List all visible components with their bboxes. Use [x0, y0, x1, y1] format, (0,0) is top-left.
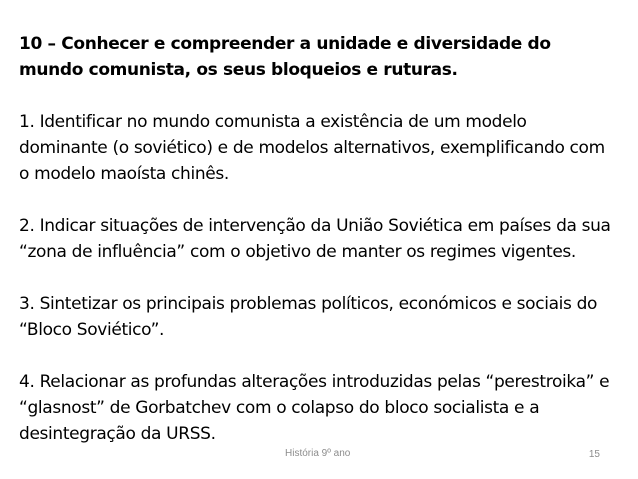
page-number: 15 — [588, 449, 600, 460]
objective-item-3: 3. Sintetizar os principais problemas políticos, económicos e sociais do “Bloco Soviético”. — [19, 294, 598, 340]
slide-heading: 10 – Conhecer e compreender a unidade e diversidade do mundo comunista, os seus bloqueios e ruturas. — [19, 34, 551, 80]
objective-item-2: 2. Indicar situações de intervenção da União Soviética em países da sua “zona de influência” com o objetivo de manter os regimes vigentes. — [19, 216, 611, 262]
objective-item-1: 1. Identificar no mundo comunista a existência de um modelo dominante (o soviético) e de modelos alternativos, exemplificando com o modelo maoísta chinês. — [19, 112, 605, 184]
objective-item-4: 4. Relacionar as profundas alterações introduzidas pelas “perestroika” e “glasnost” de Gorbatchev com o colapso do bloco socialista e a desintegração da URSS. — [19, 372, 610, 444]
footer-subject: História 9º ano — [285, 448, 351, 459]
slide-content — [19, 31, 619, 447]
